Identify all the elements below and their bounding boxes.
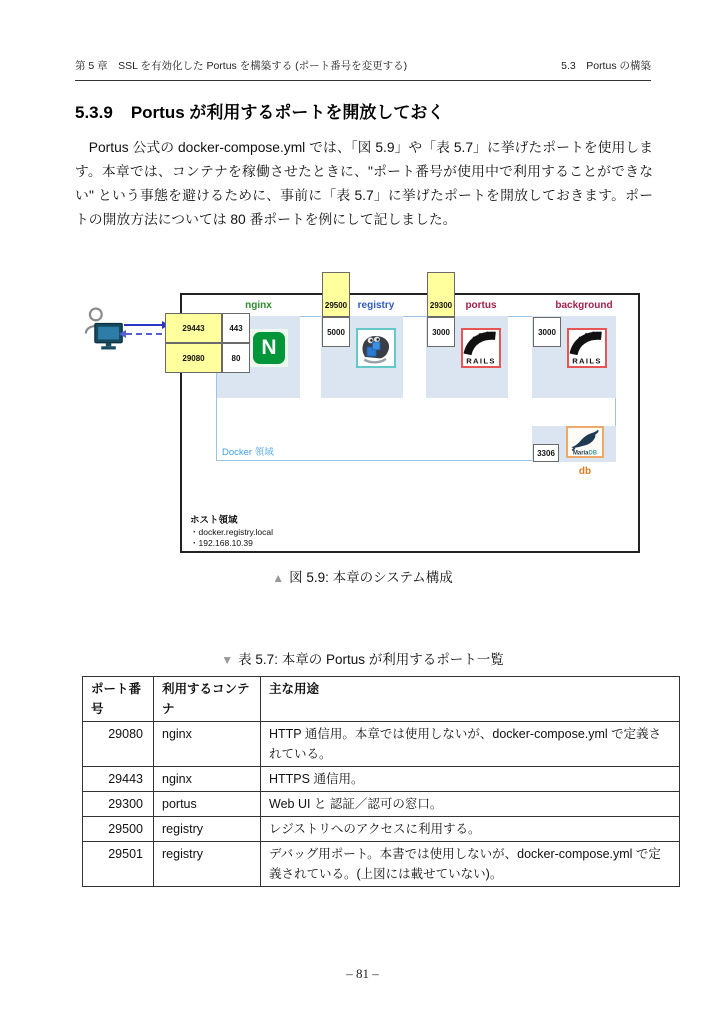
host-area-hostname: ・docker.registry.local — [190, 526, 273, 537]
cell-usage: レジストリへのアクセスに利用する。 — [261, 817, 680, 842]
label-registry: registry — [357, 300, 395, 311]
response-arrow — [126, 333, 162, 335]
cell-port: 29443 — [83, 767, 154, 792]
table-caption-marker-icon: ▼ — [221, 653, 234, 667]
header-chapter-title: 第 5 章 SSL を有効化した Portus を構築する (ポート番号を変更する) — [75, 60, 408, 72]
running-header — [75, 58, 651, 81]
table-row — [83, 792, 680, 817]
label-portus: portus — [465, 300, 497, 311]
cell-container: portus — [154, 792, 261, 817]
rails-icon-portus — [461, 328, 501, 368]
system-architecture-diagram — [80, 268, 645, 562]
figure-caption — [0, 566, 725, 586]
cell-container: registry — [154, 842, 261, 887]
port-box-3000-background: 3000 — [533, 317, 561, 347]
figure-caption-marker-icon: ▲ — [272, 571, 285, 585]
table-caption — [0, 648, 725, 668]
table-row — [83, 722, 680, 767]
mariadb-icon — [566, 426, 604, 458]
cell-port: 29500 — [83, 817, 154, 842]
nginx-icon: N — [250, 329, 288, 367]
request-arrow — [124, 324, 162, 326]
svg-text:MariaDB: MariaDB — [572, 450, 598, 457]
port-box-29300: 29300 — [427, 272, 455, 317]
column-header-usage: 主な用途 — [261, 677, 680, 722]
cell-usage: Web UI と 認証／認可の窓口。 — [261, 792, 680, 817]
port-box-5000: 5000 — [322, 317, 350, 347]
table-row — [83, 767, 680, 792]
column-header-container: 利用するコンテナ — [154, 677, 261, 722]
label-nginx: nginx — [245, 300, 272, 311]
host-area-ip: ・192.168.10.39 — [190, 538, 253, 548]
registry-icon — [356, 328, 396, 368]
user-icon — [84, 306, 124, 352]
cell-port: 29080 — [83, 722, 154, 767]
table-row — [83, 817, 680, 842]
table-row — [83, 842, 680, 887]
page-number: – 81 – — [346, 966, 379, 981]
header-section-title: 5.3 Portus の構築 — [561, 60, 651, 72]
column-header-port: ポート番号 — [83, 677, 154, 722]
cell-usage: HTTP 通信用。本章では使用しないが、docker-compose.yml で定義されている。 — [261, 722, 680, 767]
cell-container: nginx — [154, 767, 261, 792]
host-area-annotation — [190, 515, 273, 550]
section-number: 5.3.9 — [75, 103, 113, 122]
port-box-443: 443 — [222, 313, 250, 343]
table-caption-text: 表 5.7: 本章の Portus が利用するポート一覧 — [238, 652, 504, 667]
label-db: db — [578, 466, 592, 477]
ports-table — [82, 676, 680, 887]
figure-caption-text: 図 5.9: 本章のシステム構成 — [289, 570, 453, 585]
table-header-row — [83, 677, 680, 722]
cell-usage: デバッグ用ポート。本書では使用しないが、docker-compose.yml で定義されている。(上図には載せていない)。 — [261, 842, 680, 887]
section-title: Portus が利用するポートを開放しておく — [130, 103, 445, 122]
cell-port: 29300 — [83, 792, 154, 817]
svg-text:RAILS: RAILS — [572, 356, 602, 366]
section-heading — [75, 98, 444, 123]
cell-port: 29501 — [83, 842, 154, 887]
host-area-title: ホスト領域 — [190, 515, 238, 526]
cell-usage: HTTPS 通信用。 — [261, 767, 680, 792]
rails-icon-background — [567, 328, 607, 368]
body-paragraph: Portus 公式の docker-compose.yml では、「図 5.9」や「表 5.7」に挙げたポートを使用します。本章では、コンテナを稼働させたときに、"ポート番号が使用中で利用することができない" という事態を避けるために、事前に「表 5.7」に挙げたポートを開放しておきます。ポートの開放方法については 80 番ポートを例にして記しました。 — [75, 140, 653, 227]
port-box-29500: 29500 — [322, 272, 350, 317]
cell-container: registry — [154, 817, 261, 842]
svg-text:RAILS: RAILS — [466, 356, 496, 366]
port-box-80: 80 — [222, 343, 250, 373]
port-box-3306: 3306 — [533, 444, 559, 462]
label-background: background — [555, 300, 613, 311]
port-box-3000-portus: 3000 — [427, 317, 455, 347]
port-box-29080: 29080 — [165, 343, 222, 373]
cell-container: nginx — [154, 722, 261, 767]
port-box-29443: 29443 — [165, 313, 222, 343]
docker-area-label: Docker 領域 — [222, 447, 274, 458]
